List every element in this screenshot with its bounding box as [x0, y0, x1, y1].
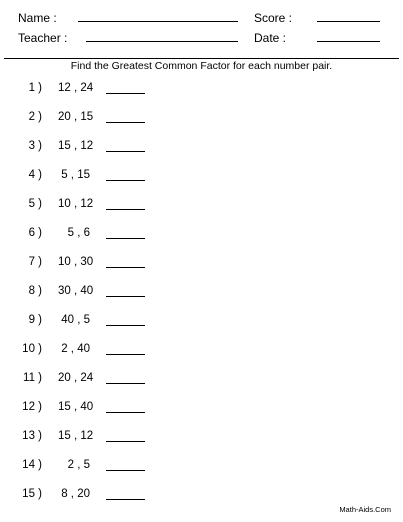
problem-row [0, 342, 200, 358]
problem-row [0, 226, 200, 242]
number-pair: 5 , 15 [61, 169, 90, 181]
number-pair: 5 , 6 [67, 227, 90, 239]
problem-number: 10 ) [22, 343, 42, 355]
number-pair: 8 , 20 [61, 488, 90, 500]
problem-number: 12 ) [22, 401, 42, 413]
problem-number: 7 ) [28, 256, 42, 268]
number-pair: 2 , 5 [67, 459, 90, 471]
problem-number: 13 ) [22, 430, 42, 442]
number-pair: 15 , 40 [58, 401, 94, 413]
answer-blank[interactable] [106, 441, 145, 442]
score-field[interactable] [317, 21, 380, 22]
answer-blank[interactable] [106, 267, 145, 268]
answer-blank[interactable] [106, 325, 145, 326]
teacher-field[interactable] [86, 41, 238, 42]
problem-number: 8 ) [28, 285, 42, 297]
problem-row [0, 168, 200, 184]
answer-blank[interactable] [106, 354, 145, 355]
problem-row [0, 429, 200, 445]
problem-number: 6 ) [28, 227, 42, 239]
problem-number: 14 ) [22, 459, 42, 471]
name-field[interactable] [78, 21, 238, 22]
number-pair: 2 , 40 [61, 343, 90, 355]
problem-row [0, 139, 200, 155]
problem-row [0, 284, 200, 300]
answer-blank[interactable] [106, 296, 145, 297]
answer-blank[interactable] [106, 412, 145, 413]
number-pair: 30 , 40 [58, 285, 94, 297]
name-label: Name : [18, 11, 57, 25]
number-pair: 10 , 12 [58, 198, 94, 210]
score-label: Score : [254, 11, 293, 25]
answer-blank[interactable] [106, 151, 145, 152]
problem-row [0, 371, 200, 387]
problem-number: 5 ) [28, 198, 42, 210]
answer-blank[interactable] [106, 122, 145, 123]
date-label: Date : [254, 31, 287, 45]
problem-number: 3 ) [28, 140, 42, 152]
problem-number: 2 ) [28, 111, 42, 123]
teacher-label: Teacher : [18, 31, 68, 45]
site-watermark: Math-Aids.Com [339, 505, 391, 514]
number-pair: 20 , 15 [58, 111, 94, 123]
problem-row [0, 400, 200, 416]
number-pair: 10 , 30 [58, 256, 94, 268]
problem-row [0, 197, 200, 213]
number-pair: 15 , 12 [58, 140, 94, 152]
problem-row [0, 458, 200, 474]
date-field[interactable] [317, 41, 380, 42]
problem-row [0, 313, 200, 329]
problem-row [0, 255, 200, 271]
problem-number: 9 ) [28, 314, 42, 326]
number-pair: 12 , 24 [58, 82, 94, 94]
answer-blank[interactable] [106, 383, 145, 384]
problem-number: 11 ) [23, 372, 42, 384]
answer-blank[interactable] [106, 93, 145, 94]
problem-number: 1 ) [28, 82, 42, 94]
header-divider [4, 58, 399, 59]
problem-row [0, 487, 200, 503]
answer-blank[interactable] [106, 470, 145, 471]
problem-number: 4 ) [28, 169, 42, 181]
answer-blank[interactable] [106, 499, 145, 500]
problem-row [0, 81, 200, 97]
problem-row [0, 110, 200, 126]
number-pair: 20 , 24 [58, 372, 94, 384]
problem-number: 15 ) [22, 488, 42, 500]
number-pair: 40 , 5 [61, 314, 90, 326]
answer-blank[interactable] [106, 238, 145, 239]
instructions-text: Find the Greatest Common Factor for each number pair. [70, 60, 333, 72]
number-pair: 15 , 12 [58, 430, 94, 442]
answer-blank[interactable] [106, 180, 145, 181]
answer-blank[interactable] [106, 209, 145, 210]
